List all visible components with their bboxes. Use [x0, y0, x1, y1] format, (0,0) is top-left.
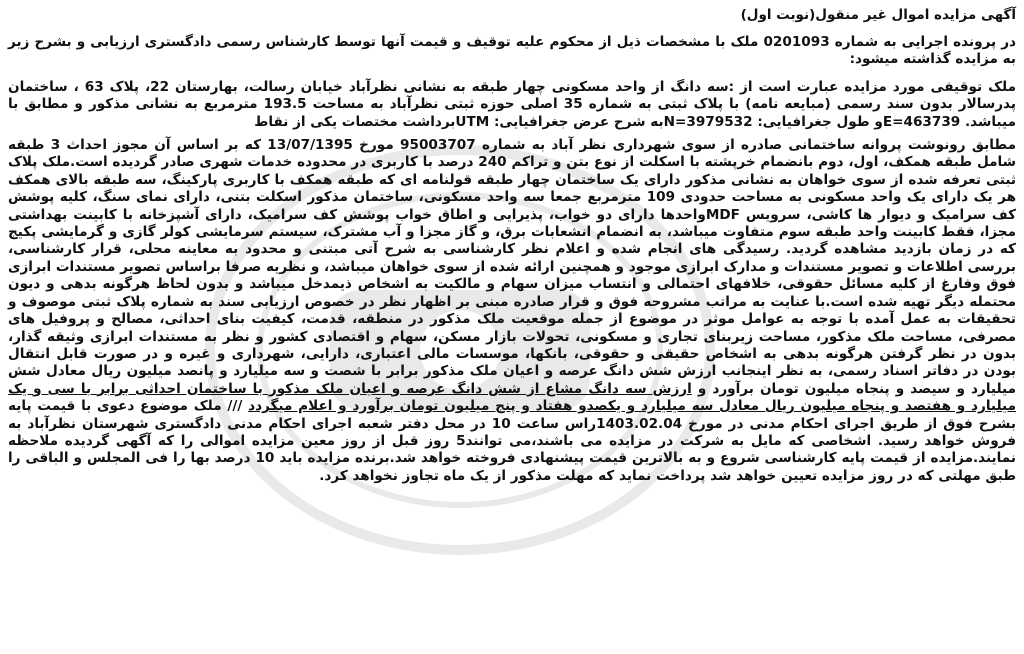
notice-body — [8, 137, 1016, 485]
body-main-text: مطابق رونوشت پروانه ساختمانی صادره از سوی شهرداری نظر آباد به شماره 95003707 مورخ 13/07/1395 که بر اساس آن مجوز احداث 3 طبقه شامل طبقه همکف، اول، دوم بانضمام خرپشته با اسکلت از نوع بتن و تراکم 240 درصد با کاربری در محدوده خدمات شهری صادر گردیده است.ملک پلاک ثبتی تعرفه شده از سوی خواهان به نشانی مذکور دارای یک ساختمان چهار طبقه قولنامه ای که طبقه همکف با کاربری پارکینگ، سه طبقه بالای همکف هر یک دارای یک واحد مسکونی به مساحت حدودی 109 مترمربع جمعا سه واحد مسکونی، ساختمان مذکور اسکلت بتنی، دارای نمای سنگ، کلیه پوشش کف سرامیک و دیوار ها کاشی، سرویس MDFواحدها دارای دو خواب، پذیرایی و اطاق خواب پوشش کف سرامیک، دارای آشپزخانه با کابینت بهداشتی مجزا، فقط کابینت واحد طبقه سوم متفاوت میباشد، به انضمام انشعابات برق، و گاز مجزا و آب مشترک، سیستم سرمایشی کولر گازی و گرمایشی پکیج که در زمان بازدید مشاهده گردید. رسیدگی های انجام شده و اعلام نظر کارشناسی به شرح آتی مبتنی و محدود به معاینه محلی، قرار کارشناسی، بررسی اطلاعات و تصویر مستندات و مدارک ابرازی موجود و همچنین ارائه شده از سوی خواهان میباشد، و نظریه صرفا براساس تصویر مستندات ابرازی فوق وفارغ از کلیه مسائل حقوقی، خلافهای احتمالی و انتساب میزان سهام و مالکیت به اشخاص ذیمدخل میباشد و بدون لحاظ هرگونه بدهی و دیون محتمله دیگر تهیه شده است.با عنایت به مراتب مشروحه فوق و قرار صادره مبنی بر اظهار نظر در خصوص ارزیابی سند به شماره پلاک ثبتی موصوف و تحقیقات به عمل آمده با توجه به عوامل موثر در موضوع از جمله موقعیت ملک مذکور در منطقه، قدمت، کیفیت بنای احداثی، مصالح و پروفیل های مصرفی، مساحت ملک مذکور، مساحت زیربنای تجاری و مسکونی، تحولات بازار مسکن، سهام و اقتصادی کشور و نظر به مستندات ابرازی وثیقه گذار، بدون در نظر گرفتن هرگونه بدهی به اشخاص حقیقی و حقوقی، بانکها، موسسات مالی اعتباری، دارایی، شهرداری و غیره و در صورت قابل انتقال بودن در دفاتر اسناد رسمی، به نظر اینجانب ارزش شش دانگ عرصه و اعیان ملک مذکور برابر با شصت و سه میلیارد و پانصد میلیون ریال معادل شش میلیارد و سیصد و پنجاه میلیون تومان برآورد و — [8, 137, 1017, 397]
notice-intro: در پرونده اجرایی به شماره 0201093 ملک با مشخصات ذیل از محکوم علیه توقیف و قیمت آنها توسط کارشناس رسمی دادگستری ارزیابی و بشرح زیر به مزایده گذاشته میشود: — [8, 34, 1016, 68]
property-description: ملک توقیفی مورد مزایده عبارت است از :سه دانگ از واحد مسکونی چهار طبقه به نشانی نظرآباد خیابان رسالت، بهارستان 22، پلاک 63 ، ساختمان پدرسالار بدون سند رسمی (مبایعه نامه) با پلاک ثبتی به شماره 35 اصلی حوزه ثبتی نظرآباد به مساحت 193.5 مترمربع به نشانی مذکور و مطابق با میباشد. E=463739و طول جغرافیایی: N=3979532به شرح عرض جغرافیایی: UTMبرداشت مختصات یکی از نقاط — [8, 78, 1016, 130]
body-valuation-text: ارزش سه دانگ مشاع از شش دانگ عرصه و اعیان ملک مذکور با ساختمان احداثی برابر با سی و یک میلیارد و هفتصد و پنجاه میلیون ریال معادل سه میلیارد و یکصدو هفتاد و پنج میلیون تومان برآورد و اعلام میگردد — [8, 380, 1016, 415]
body-end-text: /// ملک موضوع دعوی با قیمت پایه بشرح فوق از طریق اجرای احکام مدنی در مورخ 1403.02.04راس ساعت 10 در محل دفتر شعبه اجرای احکام مدنی دادگستری شهرستان نظرآباد به فروش خواهد رسید. اشخاصی که مایل به شرکت در مزایده می باشند،می توانند5 روز قبل از روز معین مزایده اموالی را که آگهی گردیده ملاحظه نمایند.مزایده از قیمت پایه کارشناسی شروع و به بالاترین قیمت پیشنهادی فروخته خواهد شد.برنده مزایده باید 10 درصد بها را فی المجلس و الباقی را طبق مهلتی که در روز مزایده تعیین خواهد شد پرداخت نماید که مهلت مذکور از یک ماه تجاوز نخواهد کرد. — [8, 398, 1016, 484]
notice-title: آگهی مزایده اموال غیر منقول(نوبت اول) — [740, 7, 1016, 23]
